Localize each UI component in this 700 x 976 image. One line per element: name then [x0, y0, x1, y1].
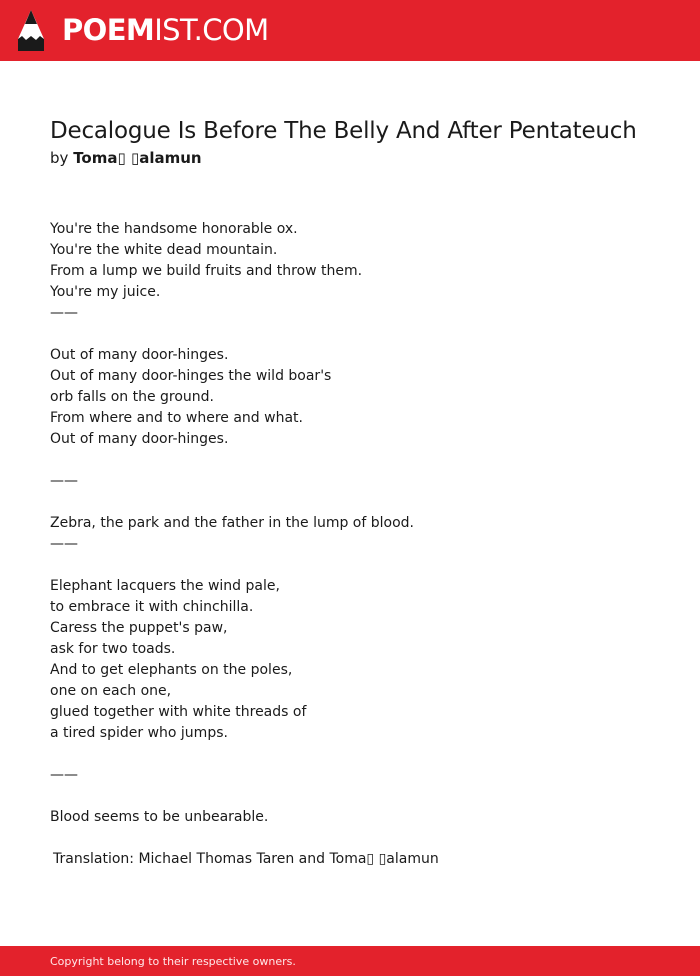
stanza-gap: [50, 555, 670, 576]
stanza-gap: [50, 324, 670, 345]
poem-line: You're the handsome honorable ox.: [50, 221, 298, 237]
stanza-gap: [50, 492, 670, 513]
poem-line: Blood seems to be unbearable.: [50, 809, 269, 825]
site-logo-text[interactable]: [62, 13, 269, 47]
logo-light-part: IST.COM: [154, 13, 269, 47]
poem-line: a tired spider who jumps.: [50, 725, 228, 741]
poem-line: Zebra, the park and the father in the lump of blood.: [50, 515, 414, 531]
poem-line: ——: [50, 473, 78, 489]
by-label: by: [50, 149, 69, 167]
stanza-gap: [50, 450, 670, 471]
site-footer: [0, 946, 700, 976]
poem-line: Out of many door-hinges.: [50, 431, 229, 447]
author-name: Toma▯ ▯alamun: [73, 149, 202, 167]
poem-body: [50, 219, 670, 828]
poem-line: ——: [50, 767, 78, 783]
poem-line: one on each one,: [50, 683, 172, 699]
stanza-gap: [50, 744, 670, 765]
poem-line: You're my juice.: [50, 284, 161, 300]
poem-line: Out of many door-hinges the wild boar's: [50, 368, 332, 384]
poem-line: glued together with white threads of: [50, 704, 307, 720]
poem-line: orb falls on the ground.: [50, 389, 214, 405]
translation-credit: Translation: Michael Thomas Taren and Toma▯ ▯alamun: [53, 851, 439, 867]
poem-line: Elephant lacquers the wind pale,: [50, 578, 280, 594]
poem-title: Decalogue Is Before The Belly And After Pentateuch: [50, 118, 637, 144]
poem-line: Out of many door-hinges.: [50, 347, 229, 363]
poem-line: From where and to where and what.: [50, 410, 303, 426]
byline: [50, 148, 202, 169]
poem-line: ——: [50, 305, 78, 321]
site-header: [0, 0, 700, 61]
poem-line: ask for two toads.: [50, 641, 176, 657]
poem-line: Caress the puppet's paw,: [50, 620, 228, 636]
poem-line: to embrace it with chinchilla.: [50, 599, 254, 615]
poem-line: ——: [50, 536, 78, 552]
poem-line: You're the white dead mountain.: [50, 242, 278, 258]
pencil-icon[interactable]: [17, 9, 45, 52]
poem-line: And to get elephants on the poles,: [50, 662, 293, 678]
poem-line: From a lump we build fruits and throw them.: [50, 263, 363, 279]
stanza-gap: [50, 786, 670, 807]
logo-bold-part: POEM: [62, 13, 155, 47]
copyright-notice: Copyright belong to their respective owners.: [50, 955, 296, 968]
